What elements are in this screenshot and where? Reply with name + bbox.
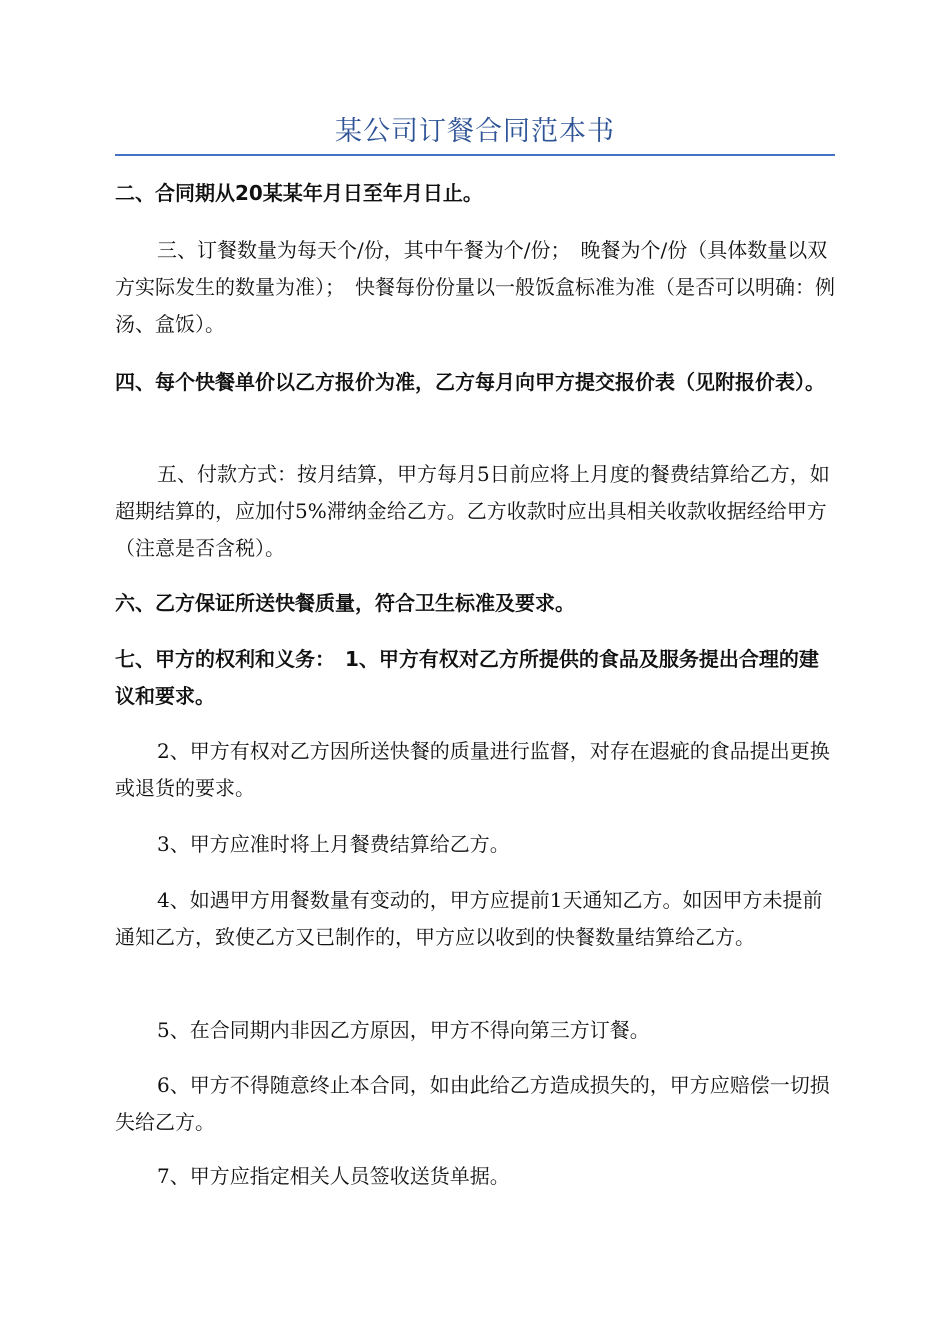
clause-5-payment-method: 五、付款方式：按月结算，甲方每月5日前应将上月度的餐费结算给乙方，如超期结算的，应加付5%滞纳金给乙方。乙方收款时应出具相关收款收据经给甲方（注意是否含税）。 — [115, 462, 830, 560]
clause-2-contract-period: 二、合同期从20某某年月日至年月日止。 — [115, 181, 483, 205]
clause-4-unit-price: 四、每个快餐单价以乙方报价为准，乙方每月向甲方提交报价表（见附报价表）。 — [115, 370, 825, 394]
clause-7-item-4: 4、如遇甲方用餐数量有变动的，甲方应提前1天通知乙方。如因甲方未提前通知乙方，致使乙方又已制作的，甲方应以收到的快餐数量结算给乙方。 — [115, 888, 823, 949]
document-title: 某公司订餐合同范本书 — [335, 116, 615, 147]
clause-7-party-a-rights: 七、甲方的权利和义务： 1、甲方有权对乙方所提供的食品及服务提出合理的建议和要求。 — [115, 647, 819, 708]
clause-7-item-3: 3、甲方应准时将上月餐费结算给乙方。 — [157, 832, 510, 856]
title-underline — [115, 154, 835, 156]
clause-7-item-5: 5、在合同期内非因乙方原因，甲方不得向第三方订餐。 — [157, 1018, 650, 1042]
clause-3-order-quantity: 三、订餐数量为每天个/份，其中午餐为个/份； 晚餐为个/份（具体数量以双方实际发生的数量为准）； 快餐每份份量以一般饭盒标准为准（是否可以明确：例汤、盒饭）。 — [115, 238, 835, 336]
clause-7-item-2: 2、甲方有权对乙方因所送快餐的质量进行监督，对存在遐疵的食品提出更换或退货的要求。 — [115, 739, 830, 800]
clause-7-item-6: 6、甲方不得随意终止本合同，如由此给乙方造成损失的，甲方应赔偿一切损失给乙方。 — [115, 1073, 830, 1134]
clause-6-quality-guarantee: 六、乙方保证所送快餐质量，符合卫生标准及要求。 — [115, 591, 575, 615]
clause-7-item-7: 7、甲方应指定相关人员签收送货单据。 — [157, 1164, 510, 1188]
